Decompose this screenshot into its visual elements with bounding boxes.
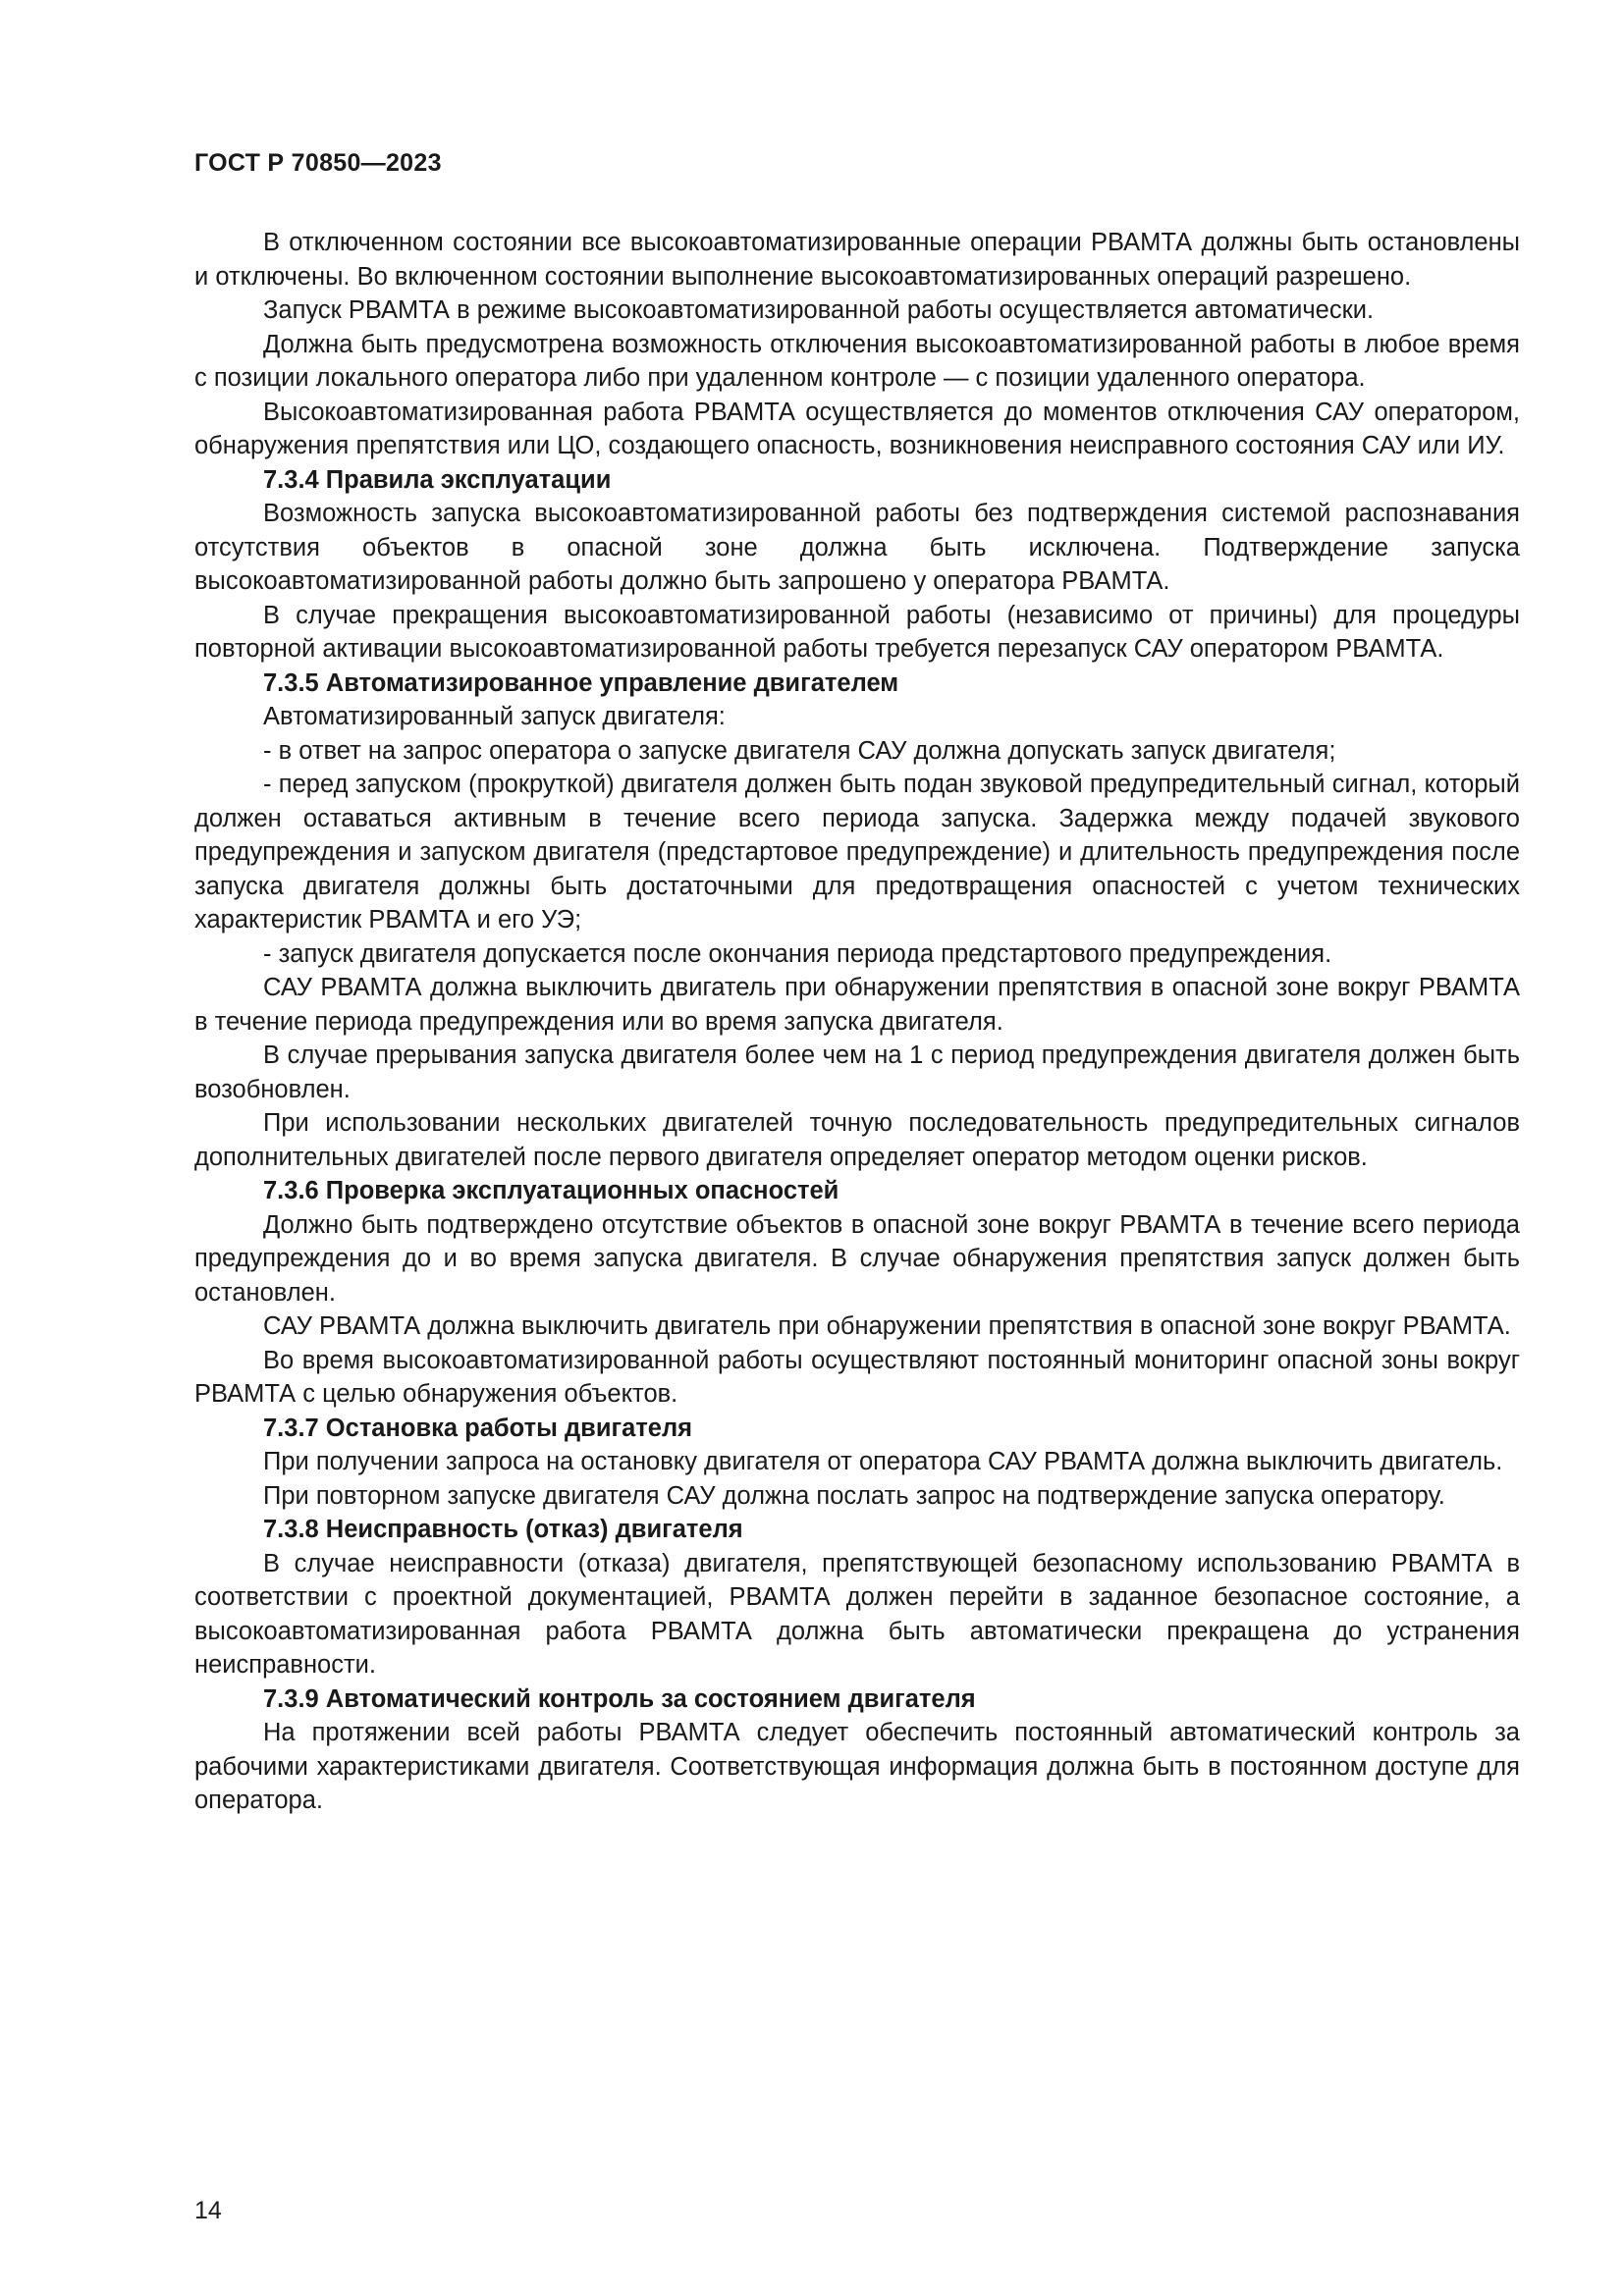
paragraph: Возможность запуска высокоавтоматизированной работы без подтверждения системой распознавания отсутствия объектов в опасной зоне должна быть исключена. Подтверждение запуска высокоавтоматизированной работы должно быть запрошено у оператора РВАМТА.: [194, 500, 1520, 595]
paragraph: САУ РВАМТА должна выключить двигатель при обнаружении препятствия в опасной зоне вокруг РВАМТА в течение периода предупреждения или во время запуска двигателя.: [194, 974, 1520, 1036]
section-heading: 7.3.5 Автоматизированное управление двигателем: [263, 668, 899, 697]
section-heading: 7.3.7 Остановка работы двигателя: [263, 1414, 693, 1442]
section-heading: 7.3.9 Автоматический контроль за состоянием двигателя: [263, 1684, 976, 1713]
list-item: - перед запуском (прокруткой) двигателя должен быть подан звуковой предупредительный сигнал, который должен оставаться активным в течение всего периода запуска. Задержка между подачей звукового предупреждения и запуском двигателя (предстартовое предупреждение) и длительность предупреждения после запуска двигателя должны быть достаточными для предотвращения опасностей с учетом технических характеристик РВАМТА и его УЭ;: [194, 771, 1520, 934]
document-body: [194, 226, 1520, 1818]
paragraph: Во время высокоавтоматизированной работы осуществляют постоянный мониторинг опасной зоны вокруг РВАМТА с целью обнаружения объектов.: [194, 1346, 1520, 1408]
list-item: - в ответ на запрос оператора о запуске двигателя САУ должна допускать запуск двигателя;: [263, 736, 1336, 765]
paragraph: При использовании нескольких двигателей точную последовательность предупредительных сигналов дополнительных двигателей после первого двигателя определяет оператор методом оценки рисков.: [194, 1109, 1520, 1171]
section-heading: 7.3.8 Неисправность (отказ) двигателя: [263, 1516, 743, 1543]
paragraph: При повторном запуске двигателя САУ должна послать запрос на подтверждение запуска оператору.: [263, 1481, 1445, 1510]
page-number: 14: [194, 2197, 222, 2224]
paragraph: На протяжении всей работы РВАМТА следует обеспечить постоянный автоматический контроль за рабочими характеристиками двигателя. Соответствующая информация должна быть в постоянном доступе для оператора.: [194, 1719, 1520, 1814]
paragraph: При получении запроса на остановку двигателя от оператора САУ РВАМТА должна выключить двигатель.: [263, 1448, 1503, 1475]
paragraph: САУ РВАМТА должна выключить двигатель при обнаружении препятствия в опасной зоне вокруг РВАМТА.: [263, 1312, 1511, 1340]
section-heading: 7.3.4 Правила эксплуатации: [263, 465, 612, 494]
paragraph: Должно быть подтверждено отсутствие объектов в опасной зоне вокруг РВАМТА в течение всего периода предупреждения до и во время запуска двигателя. В случае обнаружения препятствия запуск должен быть остановлен.: [194, 1210, 1520, 1307]
paragraph: Должна быть предусмотрена возможность отключения высокоавтоматизированной работы в любое время с позиции локального оператора либо при удаленном контроле — с позиции удаленного оператора.: [194, 330, 1520, 392]
section-heading: 7.3.6 Проверка эксплуатационных опасностей: [263, 1177, 839, 1204]
paragraph: В случае неисправности (отказа) двигателя, препятствующей безопасному использованию РВАМТА в соответствии с проектной документацией, РВАМТА должен перейти в заданное безопасное состояние, а высокоавтоматизированная работа РВАМТА должна быть автоматически прекращена до устранения неисправности.: [194, 1549, 1520, 1679]
paragraph: В случае прекращения высокоавтоматизированной работы (независимо от причины) для процедуры повторной активации высокоавтоматизированной работы требуется перезапуск САУ оператором РВАМТА.: [194, 601, 1520, 663]
paragraph: В случае прерывания запуска двигателя более чем на 1 с период предупреждения двигателя должен быть возобновлен.: [194, 1041, 1520, 1103]
paragraph: Запуск РВАМТА в режиме высокоавтоматизированной работы осуществляется автоматически.: [263, 296, 1375, 324]
paragraph: В отключенном состоянии все высокоавтоматизированные операции РВАМТА должны быть остановлены и отключены. Во включенном состоянии выполнение высокоавтоматизированных операций разрешено.: [194, 229, 1520, 291]
paragraph: Высокоавтоматизированная работа РВАМТА осуществляется до моментов отключения САУ оператором, обнаружения препятствия или ЦО, создающего опасность, возникновения неисправного состояния САУ или ИУ.: [194, 398, 1520, 459]
paragraph: Автоматизированный запуск двигателя:: [263, 703, 726, 730]
document-header: ГОСТ Р 70850—2023: [194, 149, 442, 177]
list-item: - запуск двигателя допускается после окончания периода предстартового предупреждения.: [263, 939, 1332, 968]
